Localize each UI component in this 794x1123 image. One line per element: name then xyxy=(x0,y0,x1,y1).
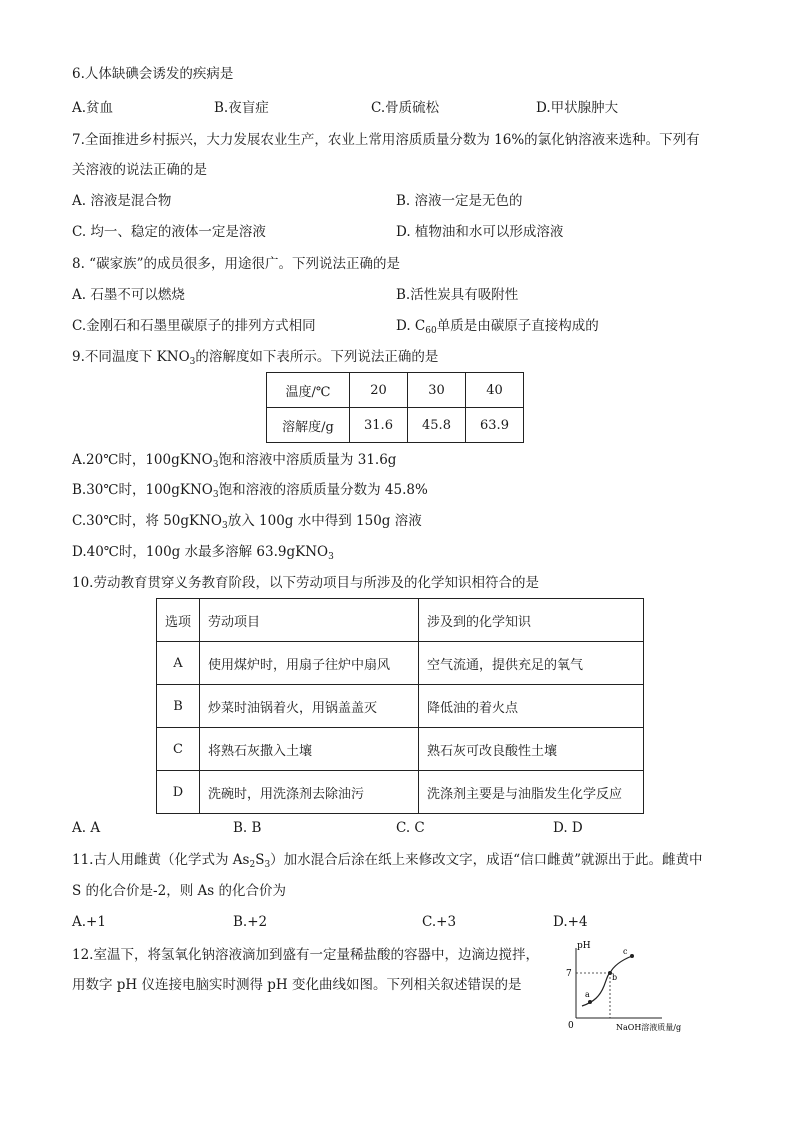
q11-option-a: A.+1 xyxy=(72,914,106,930)
q10-header-cell: 选项 xyxy=(157,599,200,642)
q10-cell: C xyxy=(157,728,200,771)
ph-curve-graph xyxy=(560,940,700,1035)
q10-labor-table xyxy=(156,598,644,814)
q10-cell: A xyxy=(157,642,200,685)
q6-option-d: D.甲状腺肿大 xyxy=(536,100,619,116)
q10-header-cell: 劳动项目 xyxy=(200,599,419,642)
q8-option-c: C.金刚石和石墨里碳原子的排列方式相同 xyxy=(72,318,316,334)
q9-option-d: D.40℃时，100g 水最多溶解 63.9gKNO$_3$ xyxy=(72,544,334,562)
q9-stem: 9.不同温度下 $KNO_3$的溶解度如下表所示。下列说法正确的是 xyxy=(72,349,439,367)
q9-option-b: B.30℃时，100gKNO$_3$饱和溶液的溶质质量分数为 45.8% xyxy=(72,482,428,500)
q9-row-cell: 63.9 xyxy=(466,408,524,443)
q10-cell: D xyxy=(157,771,200,814)
q8-option-b: B.活性炭具有吸附性 xyxy=(396,287,519,303)
q9-row-cell: 45.8 xyxy=(408,408,466,443)
q9-option-c: C.30℃时，将 50gKNO$_3$放入 100g 水中得到 150g 溶液 xyxy=(72,513,422,531)
x-axis-label: NaOH溶液质量/g xyxy=(616,1023,682,1032)
q10-option-c: C. C xyxy=(396,820,425,836)
q9-row-cell: 溶解度/g xyxy=(267,408,350,443)
point-a xyxy=(588,1000,592,1004)
q12-stem-line2: 用数字 pH 仪连接电脑实时测得 pH 变化曲线如图。下列相关叙述错误的是 xyxy=(72,977,522,993)
q9-header-cell: 40 xyxy=(466,373,524,408)
q6-option-b: B.夜盲症 xyxy=(214,100,269,116)
q11-option-d: D.+4 xyxy=(553,914,588,930)
q10-cell: 降低油的着火点 xyxy=(419,685,644,728)
y-axis-label: pH xyxy=(577,941,591,951)
q10-cell: B xyxy=(157,685,200,728)
point-c xyxy=(630,954,634,958)
q10-cell: 炒菜时油锅着火，用锅盖盖灭 xyxy=(200,685,419,728)
q10-cell: 洗涤剂主要是与油脂发生化学反应 xyxy=(419,771,644,814)
q9-row-cell: 31.6 xyxy=(350,408,408,443)
q9-header-cell: 30 xyxy=(408,373,466,408)
q9-header-cell: 温度/℃ xyxy=(267,373,350,408)
q10-cell: 洗碗时，用洗涤剂去除油污 xyxy=(200,771,419,814)
q6-stem: 6.人体缺碘会诱发的疾病是 xyxy=(72,66,234,82)
q6-option-c: C.骨质硫松 xyxy=(371,100,440,116)
q6-option-a: A.贫血 xyxy=(72,100,114,116)
q9-solubility-table xyxy=(266,372,524,443)
q12-stem-line1: 12.室温下，将氢氧化钠溶液滴加到盛有一定量稀盐酸的容器中，边滴边搅拌， xyxy=(72,947,539,963)
q10-header-cell: 涉及到的化学知识 xyxy=(419,599,644,642)
y-tick-label: 7 xyxy=(566,969,572,979)
q10-cell: 将熟石灰撒入土壤 xyxy=(200,728,419,771)
q8-option-d: D. $C_{60}$单质是由碳原子直接构成的 xyxy=(396,318,599,336)
q11-stem-line2: S 的化合价是-2，则 As 的化合价为 xyxy=(72,883,286,899)
point-a-label: a xyxy=(585,990,590,999)
q11-stem-line1: 11.古人用雌黄（化学式为 $As_2S_3$）加水混合后涂在纸上来修改文字，成语“信口雌黄”就源出于此。雌黄中 xyxy=(72,852,703,870)
q11-option-b: B.+2 xyxy=(233,914,268,930)
q10-cell: 使用煤炉时，用扇子往炉中扇风 xyxy=(200,642,419,685)
point-c-label: c xyxy=(623,947,628,956)
q7-option-d: D. 植物油和水可以形成溶液 xyxy=(396,224,564,240)
q10-cell: 熟石灰可改良酸性土壤 xyxy=(419,728,644,771)
point-b-label: b xyxy=(612,973,618,982)
q10-option-a: A. A xyxy=(72,820,101,836)
q10-stem: 10.劳动教育贯穿义务教育阶段，以下劳动项目与所涉及的化学知识相符合的是 xyxy=(72,575,539,591)
q7-option-c: C. 均一、稳定的液体一定是溶液 xyxy=(72,224,266,240)
q8-stem: 8. “碳家族”的成员很多，用途很广。下列说法正确的是 xyxy=(72,256,400,272)
q8-option-a: A. 石墨不可以燃烧 xyxy=(72,287,185,303)
q9-option-a: A.20℃时，100gKNO$_3$饱和溶液中溶质质量为 31.6g xyxy=(72,452,397,470)
q9-header-cell: 20 xyxy=(350,373,408,408)
q7-stem-line1: 7.全面推进乡村振兴，大力发展农业生产，农业上常用溶质质量分数为 16%的氯化钠溶液来选种。下列有 xyxy=(72,132,700,148)
origin-label: 0 xyxy=(568,1021,574,1031)
q10-option-d: D. D xyxy=(553,820,583,836)
q11-option-c: C.+3 xyxy=(422,914,457,930)
q10-cell: 空气流通，提供充足的氧气 xyxy=(419,642,644,685)
q7-stem-line2: 关溶液的说法正确的是 xyxy=(72,162,207,178)
q7-option-a: A. 溶液是混合物 xyxy=(72,193,172,209)
q7-option-b: B. 溶液一定是无色的 xyxy=(396,193,523,209)
q10-option-b: B. B xyxy=(233,820,262,836)
